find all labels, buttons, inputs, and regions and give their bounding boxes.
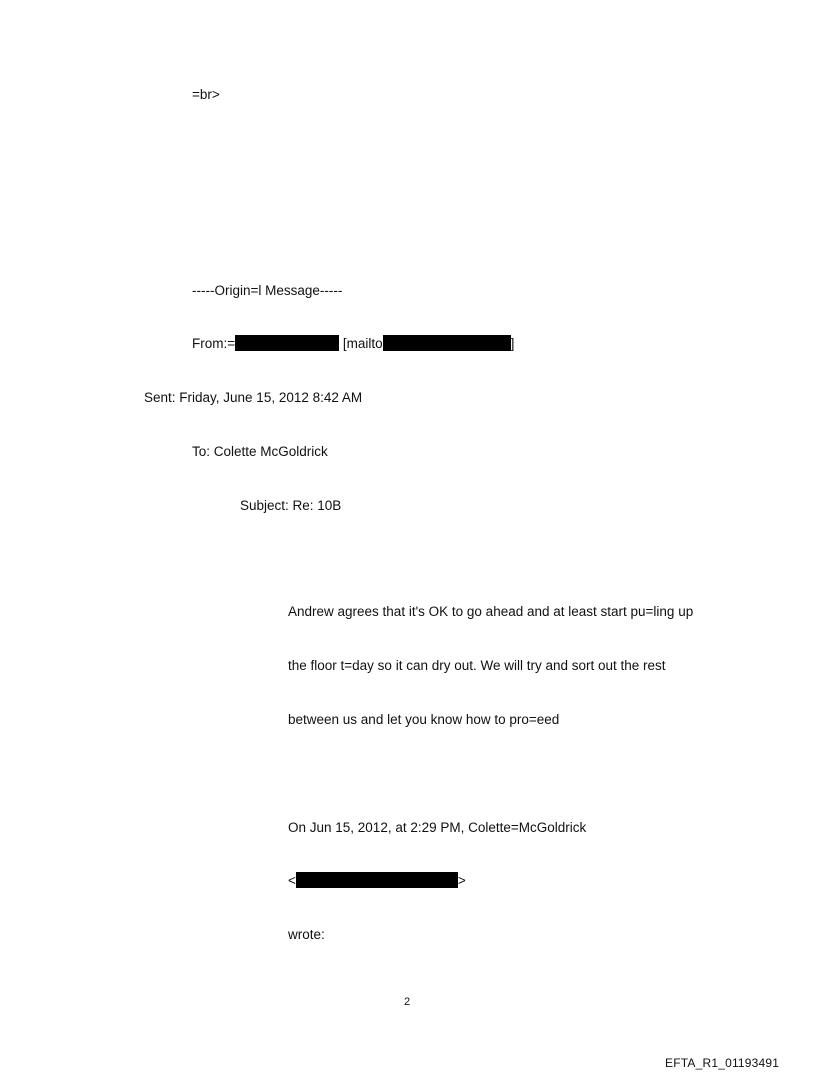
document-id: EFTA_R1_01193491: [665, 1056, 780, 1070]
quote-wrote: wrote:: [288, 927, 325, 942]
redacted-quote-email: [296, 872, 458, 888]
original-message-header: -----Origin=l Message-----: [192, 283, 343, 298]
from-label: From:=: [192, 336, 236, 351]
quote-email-line: [288, 872, 466, 890]
sent-line: Sent: Friday, June 15, 2012 8:42 AM: [144, 390, 363, 405]
to-line: To: Colette McGoldrick: [192, 444, 328, 459]
page-number: 2: [404, 996, 411, 1008]
quote-header: On Jun 15, 2012, at 2:29 PM, Colette=McGoldrick: [288, 820, 587, 835]
line-br: =br>: [192, 87, 220, 102]
body-line-2: the floor t=day so it can dry out. We will try and sort out the rest: [288, 658, 666, 673]
mailto-close: ]: [510, 336, 515, 351]
body-line-1: Andrew agrees that it's OK to go ahead and at least start pu=ling up: [288, 604, 694, 619]
subject-line: Subject: Re: 10B: [240, 498, 342, 513]
quote-close-bracket: >: [457, 873, 466, 888]
from-line: [192, 335, 514, 353]
body-line-3: between us and let you know how to pro=eed: [288, 712, 560, 727]
mailto-label: [mailto: [342, 336, 383, 351]
redacted-email: [383, 335, 511, 351]
redacted-sender: [235, 335, 339, 351]
quote-open-bracket: <: [288, 873, 296, 888]
